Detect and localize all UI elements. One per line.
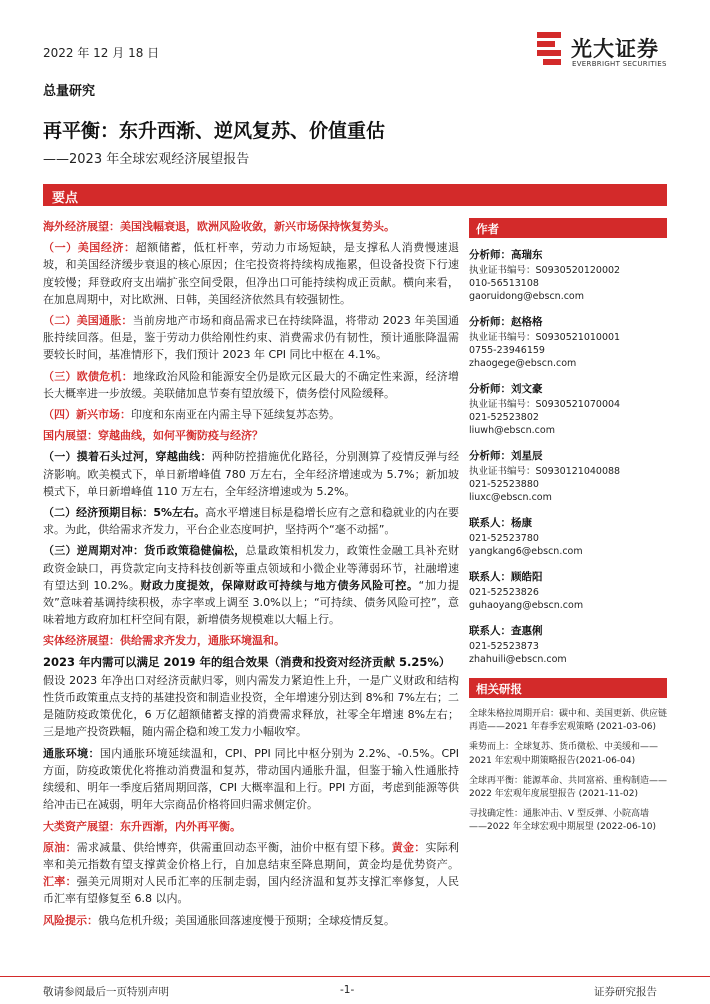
em-paragraph: （四）新兴市场：印度和东南亚在内需主导下延续复苏态势。 bbox=[43, 408, 340, 422]
analyst-name: 分析师：赵格格 bbox=[469, 316, 543, 328]
analyst-card bbox=[469, 570, 667, 612]
key-points-label: 要点 bbox=[52, 191, 79, 206]
analyst-contact-line: 021-52523873 bbox=[469, 641, 539, 652]
analyst-name: 联系人：查惠俐 bbox=[469, 625, 543, 637]
risk-paragraph: 风险提示：俄乌危机升级；美国通胀回落速度慢于预期；全球疫情反复。 bbox=[43, 913, 395, 927]
analyst-contact-line: 执业证书编号：S0930521070004 bbox=[469, 399, 621, 410]
analyst-name: 分析师：高瑞东 bbox=[469, 249, 543, 261]
analyst-contact-line: gaoruidong@ebscn.com bbox=[469, 291, 585, 302]
related-label: 相关研报 bbox=[476, 682, 522, 696]
analyst-contact-line: 执业证书编号：S0930521010001 bbox=[469, 332, 621, 343]
analyst-contact-line: 021-52523826 bbox=[469, 587, 539, 598]
assets-paragraph: 原油：需求减量、供给博弈，供需重回动态平衡，油价中枢有望下移。黄金：实际利率和美元指数有望支撑黄金价格上行，自加息结束至降息期间，黄金均是优势资产。汇率：强美元周期对人民币汇率的压制走弱，国内经济温和复苏支撑汇率修复，人民币汇率有望修复至 6.8 以内。 bbox=[43, 840, 459, 906]
us-economy-paragraph: （一）美国经济：超额储蓄，低杠杆率，劳动力市场短缺，是支撑私人消费慢速退坡，和美国经济缓步衰退的核心原因；住宅投资将持续构成拖累，但设备投资下行速度较慢；拜登政府支出端扩张空间受限，但净出口可能持续构成正贡献。横向来看，在加息周期中，对比欧洲、日韩，美国经济依然具有较强韧性。 bbox=[43, 241, 460, 306]
analyst-name: 联系人：顾皓阳 bbox=[469, 571, 543, 583]
report-title: 再平衡：东升西渐、逆风复苏、价值重估 bbox=[43, 120, 386, 142]
analyst-contact-line: yangkang6@ebscn.com bbox=[469, 546, 583, 557]
analyst-contact-line: 021-52523780 bbox=[469, 533, 539, 544]
analyst-contact-line: liuxc@ebscn.com bbox=[469, 492, 552, 503]
logo-text-en: EVERBRIGHT SECURITIES bbox=[572, 60, 667, 68]
authors-bar bbox=[469, 218, 667, 238]
real-economy-paragraph: 假设 2023 年净出口对经济贡献归零，则内需发力紧迫性上升，一是广义财政和结构性货币政策重点支持的基建投资和制造业投资，全年增速分别达到 8%和 7%左右；二是随防疫政策优化，6 万亿超额储蓄支撑的消费需求释放，社零全年增速 8%左右；三是地产投资跌幅，随内需企稳和竣工发力小幅收窄。 bbox=[43, 673, 459, 739]
related-report-item: 寻找确定性：通胀冲击、V 型反弹、小院高墙——2022 年全球宏观中期展望 (2022-06-10) bbox=[469, 809, 656, 833]
overseas-heading: 海外经济展望：美国浅幅衰退，欧洲风险收敛，新兴市场保持恢复势头。 bbox=[43, 220, 395, 233]
related-research bbox=[469, 678, 667, 835]
analyst-card bbox=[469, 624, 667, 666]
analyst-contact-line: 021-52523802 bbox=[469, 412, 539, 423]
analyst-name: 分析师：刘文豪 bbox=[469, 383, 543, 395]
related-report-item: 全球朱格拉周期开启：碳中和、美国更新、供应链再造——2021 年春季宏观策略 (2021-03-06) bbox=[469, 709, 668, 733]
europe-paragraph: （三）欧债危机：地缘政治风险和能源安全仍是欧元区最大的不确定性来源，经济增长大概率进一步放缓。美联储加息节奏有望放缓下，债务偿付风险缓释。 bbox=[43, 369, 459, 400]
related-bar bbox=[469, 678, 667, 698]
footer-disclaimer: 敬请参阅最后一页特别声明 bbox=[43, 986, 169, 998]
domestic-point-2: （二）经济预期目标：5%左右。高水平增速目标是稳增长应有之意和稳就业的内在要求。为此，供给需求齐发力，平台企业态度呵护，坚持两个“毫不动摇”。 bbox=[43, 506, 459, 537]
analyst-contact-line: 021-52523880 bbox=[469, 479, 539, 490]
analyst-contact-line: liuwh@ebscn.com bbox=[469, 425, 555, 436]
key-points-bar bbox=[43, 184, 667, 206]
domestic-point-3: （三）逆周期对冲：货币政策稳健偏松，总量政策相机发力，政策性金融工具补充财政资金缺口，再贷款定向支持科技创新等重点领域和小微企业等薄弱环节，社融增速有望达到 10.2%。财政力度提效，保障财政可持续与地方债务风险可控。“加力提效”意味着基调持续积极，赤字率或上调至 3.0%以上；“可持续、债务风险可控”，意味着地方政府加杠杆空间有限，新增债务规模难以大幅上行。 bbox=[43, 544, 459, 627]
analyst-contact-line: 010-56513108 bbox=[469, 278, 539, 289]
analyst-card bbox=[469, 449, 667, 504]
footer-divider bbox=[0, 976, 710, 977]
related-report-item: 全球再平衡：能源革命、共同富裕、重构制造——2022 年宏观年度展望报告 (2021-11-02) bbox=[469, 775, 668, 800]
analyst-card bbox=[469, 315, 667, 370]
company-logo bbox=[537, 30, 687, 72]
inflation-env-paragraph: 通胀环境：国内通胀环境延续温和，CPI、PPI 同比中枢分别为 2.2%、-0.5%。CPI 方面，防疫政策优化将推动消费温和复苏，带动国内通胀升温，但鉴于输入性通胀持续缓和、明年一季度后猪周期回落，CPI 大概率温和上行。PPI 方面，考虑到能源等供给冲击已在减弱，明年大宗商品价格将回归需求侧定价。 bbox=[43, 746, 459, 812]
related-report-item: 乘势而上：全球复苏、货币微松、中美缓和——2021 年宏观中期策略报告(2021-06-04) bbox=[469, 742, 659, 766]
page-number: -1- bbox=[340, 984, 355, 996]
analyst-contact-line: zhahuili@ebscn.com bbox=[469, 654, 567, 665]
analyst-card bbox=[469, 382, 667, 437]
domestic-point-1: （一）摸着石头过河，穿越曲线：两种防控措施优化路径，分别测算了疫情反弹与经济影响。欧美模式下，单日新增峰值 780 万左右，全年经济增速或为 5.7%；新加坡模式下，单日新增峰值 110 万左右，全年经济增速或为 5.2%。 bbox=[43, 450, 459, 498]
analyst-contact-line: 执业证书编号：S0930520120002 bbox=[469, 265, 621, 276]
analyst-contact-line: guhaoyang@ebscn.com bbox=[469, 600, 584, 611]
analyst-name: 分析师：刘星辰 bbox=[469, 450, 543, 462]
report-date: 2022 年 12 月 18 日 bbox=[43, 46, 160, 60]
authors-label: 作者 bbox=[476, 222, 499, 236]
related-list bbox=[469, 708, 667, 835]
logo-text-cn: 光大证券 bbox=[571, 37, 659, 61]
us-inflation-paragraph: （二）美国通胀：当前房地产市场和商品需求已在持续降温，将带动 2023 年美国通胀持续回落。但是，鉴于劳动力供给刚性约束、消费需求仍有韧性，预计通胀降温需要较长时间，基准情形下，我们预计 2023 年 CPI 同比中枢在 4.1%。 bbox=[43, 314, 459, 362]
brand-mark-icon bbox=[537, 32, 561, 66]
main-content bbox=[43, 218, 459, 933]
real-economy-heading: 实体经济展望：供给需求齐发力，通胀环境温和。 bbox=[43, 634, 285, 648]
analyst-contact-line: 执业证书编号：S0930121040088 bbox=[469, 466, 621, 477]
analyst-contact-line: 0755-23946159 bbox=[469, 345, 545, 356]
report-subtitle: ——2023 年全球宏观经济展望报告 bbox=[43, 152, 250, 167]
analyst-card bbox=[469, 248, 667, 303]
footer-report-type: 证券研究报告 bbox=[594, 986, 657, 998]
real-economy-title: 2023 年内需可以满足 2019 年的组合效果（消费和投资对经济贡献 5.25%） bbox=[43, 654, 451, 669]
report-category: 总量研究 bbox=[43, 84, 96, 99]
domestic-heading: 国内展望：穿越曲线，如何平衡防疫与经济？ bbox=[43, 429, 263, 443]
analyst-list bbox=[469, 248, 667, 666]
analyst-name: 联系人：杨康 bbox=[469, 517, 532, 529]
analyst-contact-line: zhaogege@ebscn.com bbox=[469, 358, 577, 369]
asset-heading: 大类资产展望：东升西渐，内外再平衡。 bbox=[43, 819, 241, 833]
analyst-card bbox=[469, 516, 667, 558]
sidebar bbox=[469, 218, 667, 842]
